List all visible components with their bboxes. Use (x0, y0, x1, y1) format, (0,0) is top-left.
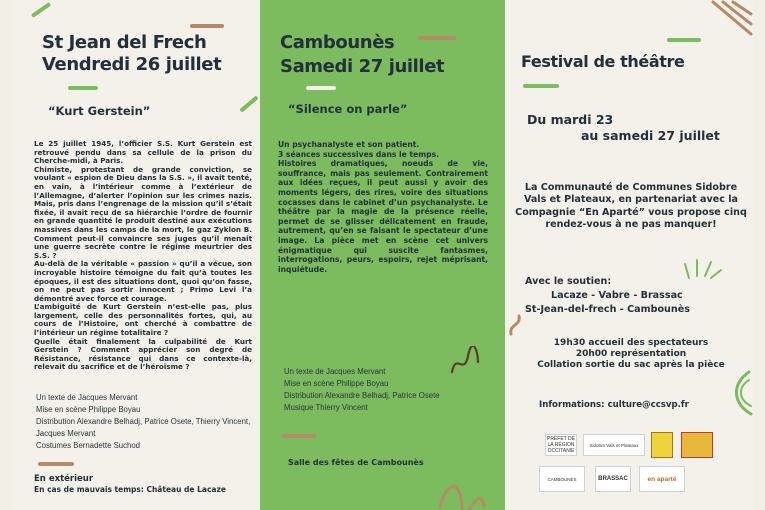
squiggle-decoration (438, 476, 498, 510)
date-title: Vendredi 26 juillet (42, 54, 222, 75)
panel-festival (505, 0, 753, 510)
accent-bar (418, 36, 456, 40)
credits: Un texte de Jacques Mervant Mise en scène Philippe Boyau Distribution Alexandre Belhadj, Patrice Osete, Thierry Vincent, Jacques Mervant Costumes Bernadette Suchod (36, 393, 251, 450)
play-title: “Silence on parle” (288, 102, 408, 116)
squiggle-decoration (507, 312, 527, 336)
accent-bar (239, 95, 258, 112)
ccsvp-logo: Sidobre Vals et Plateaux (583, 434, 645, 456)
support-towns: St-Jean-del-frech - Cambounès (525, 304, 690, 315)
play-description: Le 25 juillet 1945, l’officier S.S. Kurt Gerstein est retrouvé pendu dans sa cellule de la prison du Cherche-midi, à Paris. Chimiste, protestant de grande conviction, se voulant « espion de Dieu dans la S.S. », il avait tenté, en vain, à l’intérieur comme à l’extérieur de l’Allemagne, d’alerter l’opinion sur les crimes nazis. Mais, pris dans l’engrenage de la mission qu’il s’était fixée, il avait reçu de sa hiérarchie l’ordre de fournir en grande quantité le produit destiné aux exécutions massives dans les camps de la mort, le gaz Zyklon B. Comment peut-il convaincre ses juges qu’il menait une guerre secrète contre le régime meurtrier des S.S. ? Au-delà de la véritable « passion » qu’il a vécue, son incroyable histoire témoigne du fait qu’à toutes les époques, il est des situations dont, quoi qu’on fasse, on ne peut pas sortir innocent ; Primo Levi l’a démontré avec force et courage. L’ambiguïté de Kurt Gerstein n’est-elle pas, plus largement, celle des personnalités fortes, qui, au cours de l’Histoire, ont cherché à combattre de l’intérieur un régime totalitaire ? Quelle était finalement la culpabilité de Kurt Gerstein ? Comment apprécier son degré de Résistance, résistance qui dans ce contexte-là, relevait du sacrifice et de l’héroïsme ? (34, 139, 252, 372)
play-description: Un psychanalyste et son patient. 3 séances successives dans le temps. Histoires dramatiques, noeuds de vie, souffrance, mais pas seulement. Contrairement aux idées reçues, il peut aussi y avoir des moments légers, des rires, voire des situations cocasses dans le cabinet d’un psychanalyste. Le théâtre par la magie de la présence réelle, permet de se glisser délicatement en fraude, autrement, qu’en se faisant le spectateur d’une image. La pièce met en scène cet univers énigmatique qui suscite fantasmes, interrogations, peurs, espoirs, rejet méprisant, inquiétude. (278, 140, 488, 274)
prefet-logo: PRÉFET DE LA RÉGION OCCITANIE (545, 434, 577, 456)
panel-kurt-gerstein (12, 0, 260, 510)
brassac-logo: BRASSAC (595, 466, 631, 492)
en-aparte-logo: en aparté (639, 466, 685, 492)
accent-bar (282, 434, 316, 438)
festival-intro: La Communauté de Communes Sidobre Vals et Plateaux, en partenariat avec la Compagnie “En Aparté” vous propose cinq rendez-vous à ne pas manquer! (515, 182, 747, 231)
schedule: 19h30 accueil des spectateurs 20h00 représentation Collation sortie du sac après la pièce (537, 338, 725, 370)
credits: Un texte de Jacques Mervant Mise en scène Philippe Boyau Distribution Alexandre Belhadj, Patrice Osete Musique Thierry Vincent (284, 367, 440, 412)
leaf-decoration (725, 370, 753, 416)
venue-line: Salle des fêtes de Cambounès (288, 458, 424, 467)
accent-bar (667, 38, 701, 42)
cambounes-logo: CAMBOUNÈS (539, 466, 585, 492)
festival-dates: au samedi 27 juillet (581, 128, 720, 143)
accent-bar (523, 84, 559, 88)
corner-stripes-decoration (703, 0, 753, 50)
panel-silence-on-parle (260, 0, 505, 510)
sparkle-decoration (683, 256, 723, 282)
festival-title: Festival de théâtre (521, 52, 685, 71)
weather-fallback: En cas de mauvais temps: Château de Lacaze (34, 485, 226, 494)
festival-dates: Du mardi 23 (527, 112, 614, 127)
venue-line: En extérieur (34, 474, 94, 484)
accent-bar (68, 86, 98, 90)
play-title: “Kurt Gerstein” (48, 104, 151, 118)
venue-title: St Jean del Frech (42, 32, 207, 53)
accent-bar (615, 24, 649, 28)
accent-bar (31, 2, 51, 18)
support-heading: Avec le soutien: (525, 276, 612, 287)
support-towns: Lacaze - Vabre - Brassac (551, 290, 683, 301)
town-crest-logo (651, 432, 673, 458)
venue-title: Cambounès (280, 32, 395, 53)
accent-bar (306, 86, 336, 90)
town-crest-logo (681, 432, 713, 458)
accent-bar (190, 24, 224, 28)
info-contact: Informations: culture@ccsvp.fr (539, 400, 689, 410)
date-title: Samedi 27 juillet (280, 56, 445, 77)
accent-bar (38, 462, 74, 466)
